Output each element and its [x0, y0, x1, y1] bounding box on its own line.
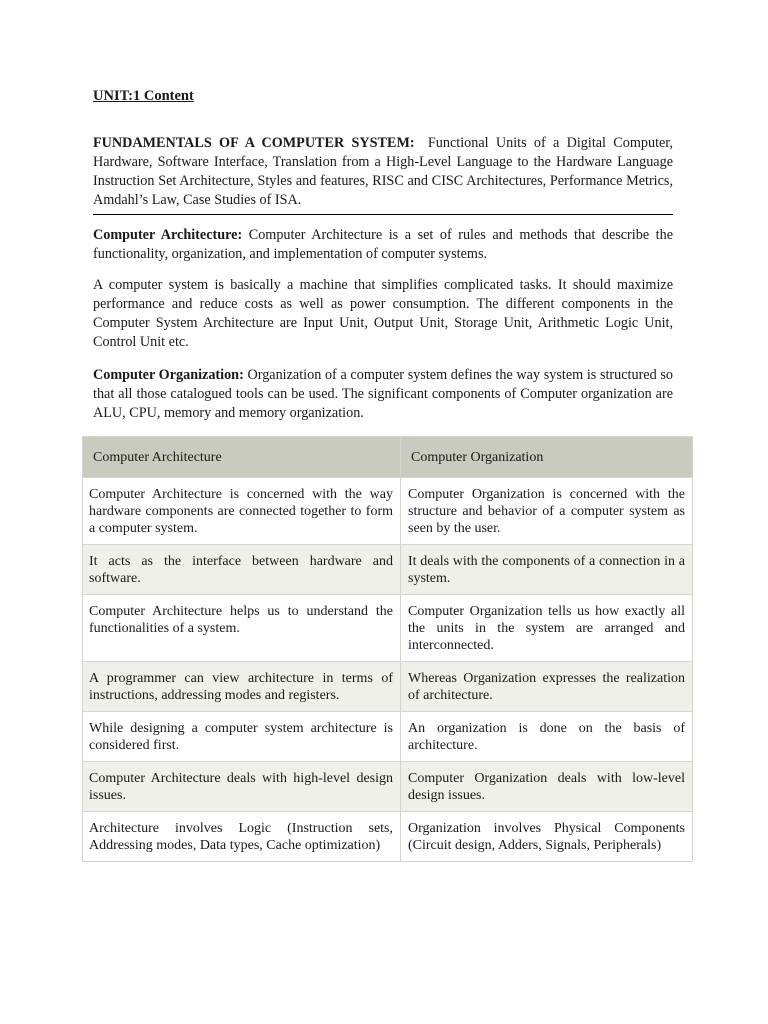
computer-system-paragraph: A computer system is basically a machine that simplifies complicated tasks. It should maximize performance and reduce costs as well as power consumption. The different components in the Computer System Architecture are Input Unit, Output Unit, Storage Unit, Arithmetic Logic Unit, Control Unit etc. — [93, 277, 673, 350]
organization-term: Computer Organization: — [93, 367, 244, 383]
fundamentals-title: FUNDAMENTALS OF A COMPUTER SYSTEM: — [93, 135, 415, 151]
table-row — [83, 762, 693, 812]
organization-cell: An organization is done on the basis of architecture. — [401, 712, 693, 762]
table-row — [83, 545, 693, 595]
architecture-cell: Architecture involves Logic (Instruction sets, Addressing modes, Data types, Cache optimization) — [83, 812, 401, 862]
architecture-term: Computer Architecture: — [93, 227, 243, 243]
organization-cell: Organization involves Physical Components (Circuit design, Adders, Signals, Peripherals) — [401, 812, 693, 862]
comparison-table — [82, 436, 693, 862]
organization-cell: Computer Organization is concerned with the structure and behavior of a computer system as seen by the user. — [401, 478, 693, 545]
table-row — [83, 712, 693, 762]
unit-heading: UNIT:1 Content — [93, 88, 194, 104]
organization-cell: Computer Organization deals with low-level design issues. — [401, 762, 693, 812]
architecture-cell: Computer Architecture deals with high-level design issues. — [83, 762, 401, 812]
fundamentals-block — [93, 134, 673, 215]
architecture-cell: While designing a computer system architecture is considered first. — [83, 712, 401, 762]
table-row — [83, 812, 693, 862]
table-row — [83, 595, 693, 662]
architecture-paragraph — [93, 226, 673, 264]
architecture-cell: A programmer can view architecture in terms of instructions, addressing modes and registers. — [83, 662, 401, 712]
table-row — [83, 478, 693, 545]
header-organization: Computer Organization — [401, 437, 693, 478]
organization-cell: Computer Organization tells us how exactly all the units in the system are arranged and interconnected. — [401, 595, 693, 662]
organization-cell: Whereas Organization expresses the realization of architecture. — [401, 662, 693, 712]
table-header-row — [83, 437, 693, 478]
organization-paragraph — [93, 366, 673, 423]
table-row — [83, 662, 693, 712]
architecture-text: Computer Architecture is a set of rules and methods that describe the functionality, organization, and implementation of computer systems. — [93, 227, 673, 262]
architecture-cell: Computer Architecture helps us to understand the functionalities of a system. — [83, 595, 401, 662]
fundamentals-text: Functional Units of a Digital Computer, Hardware, Software Interface, Translation from a High-Level Language to the Hardware Language Instruction Set Architecture, Styles and features, RISC and CISC Architectures, Performance Metrics, Amdahl’s Law, Case Studies of ISA. — [93, 135, 674, 208]
architecture-cell: It acts as the interface between hardware and software. — [83, 545, 401, 595]
architecture-cell: Computer Architecture is concerned with the way hardware components are connected together to form a computer system. — [83, 478, 401, 545]
organization-cell: It deals with the components of a connection in a system. — [401, 545, 693, 595]
header-architecture: Computer Architecture — [83, 437, 401, 478]
organization-text: Organization of a computer system defines the way system is structured so that all those catalogued tools can be used. The significant components of Computer organization are ALU, CPU, memory and memory organization. — [93, 367, 673, 421]
